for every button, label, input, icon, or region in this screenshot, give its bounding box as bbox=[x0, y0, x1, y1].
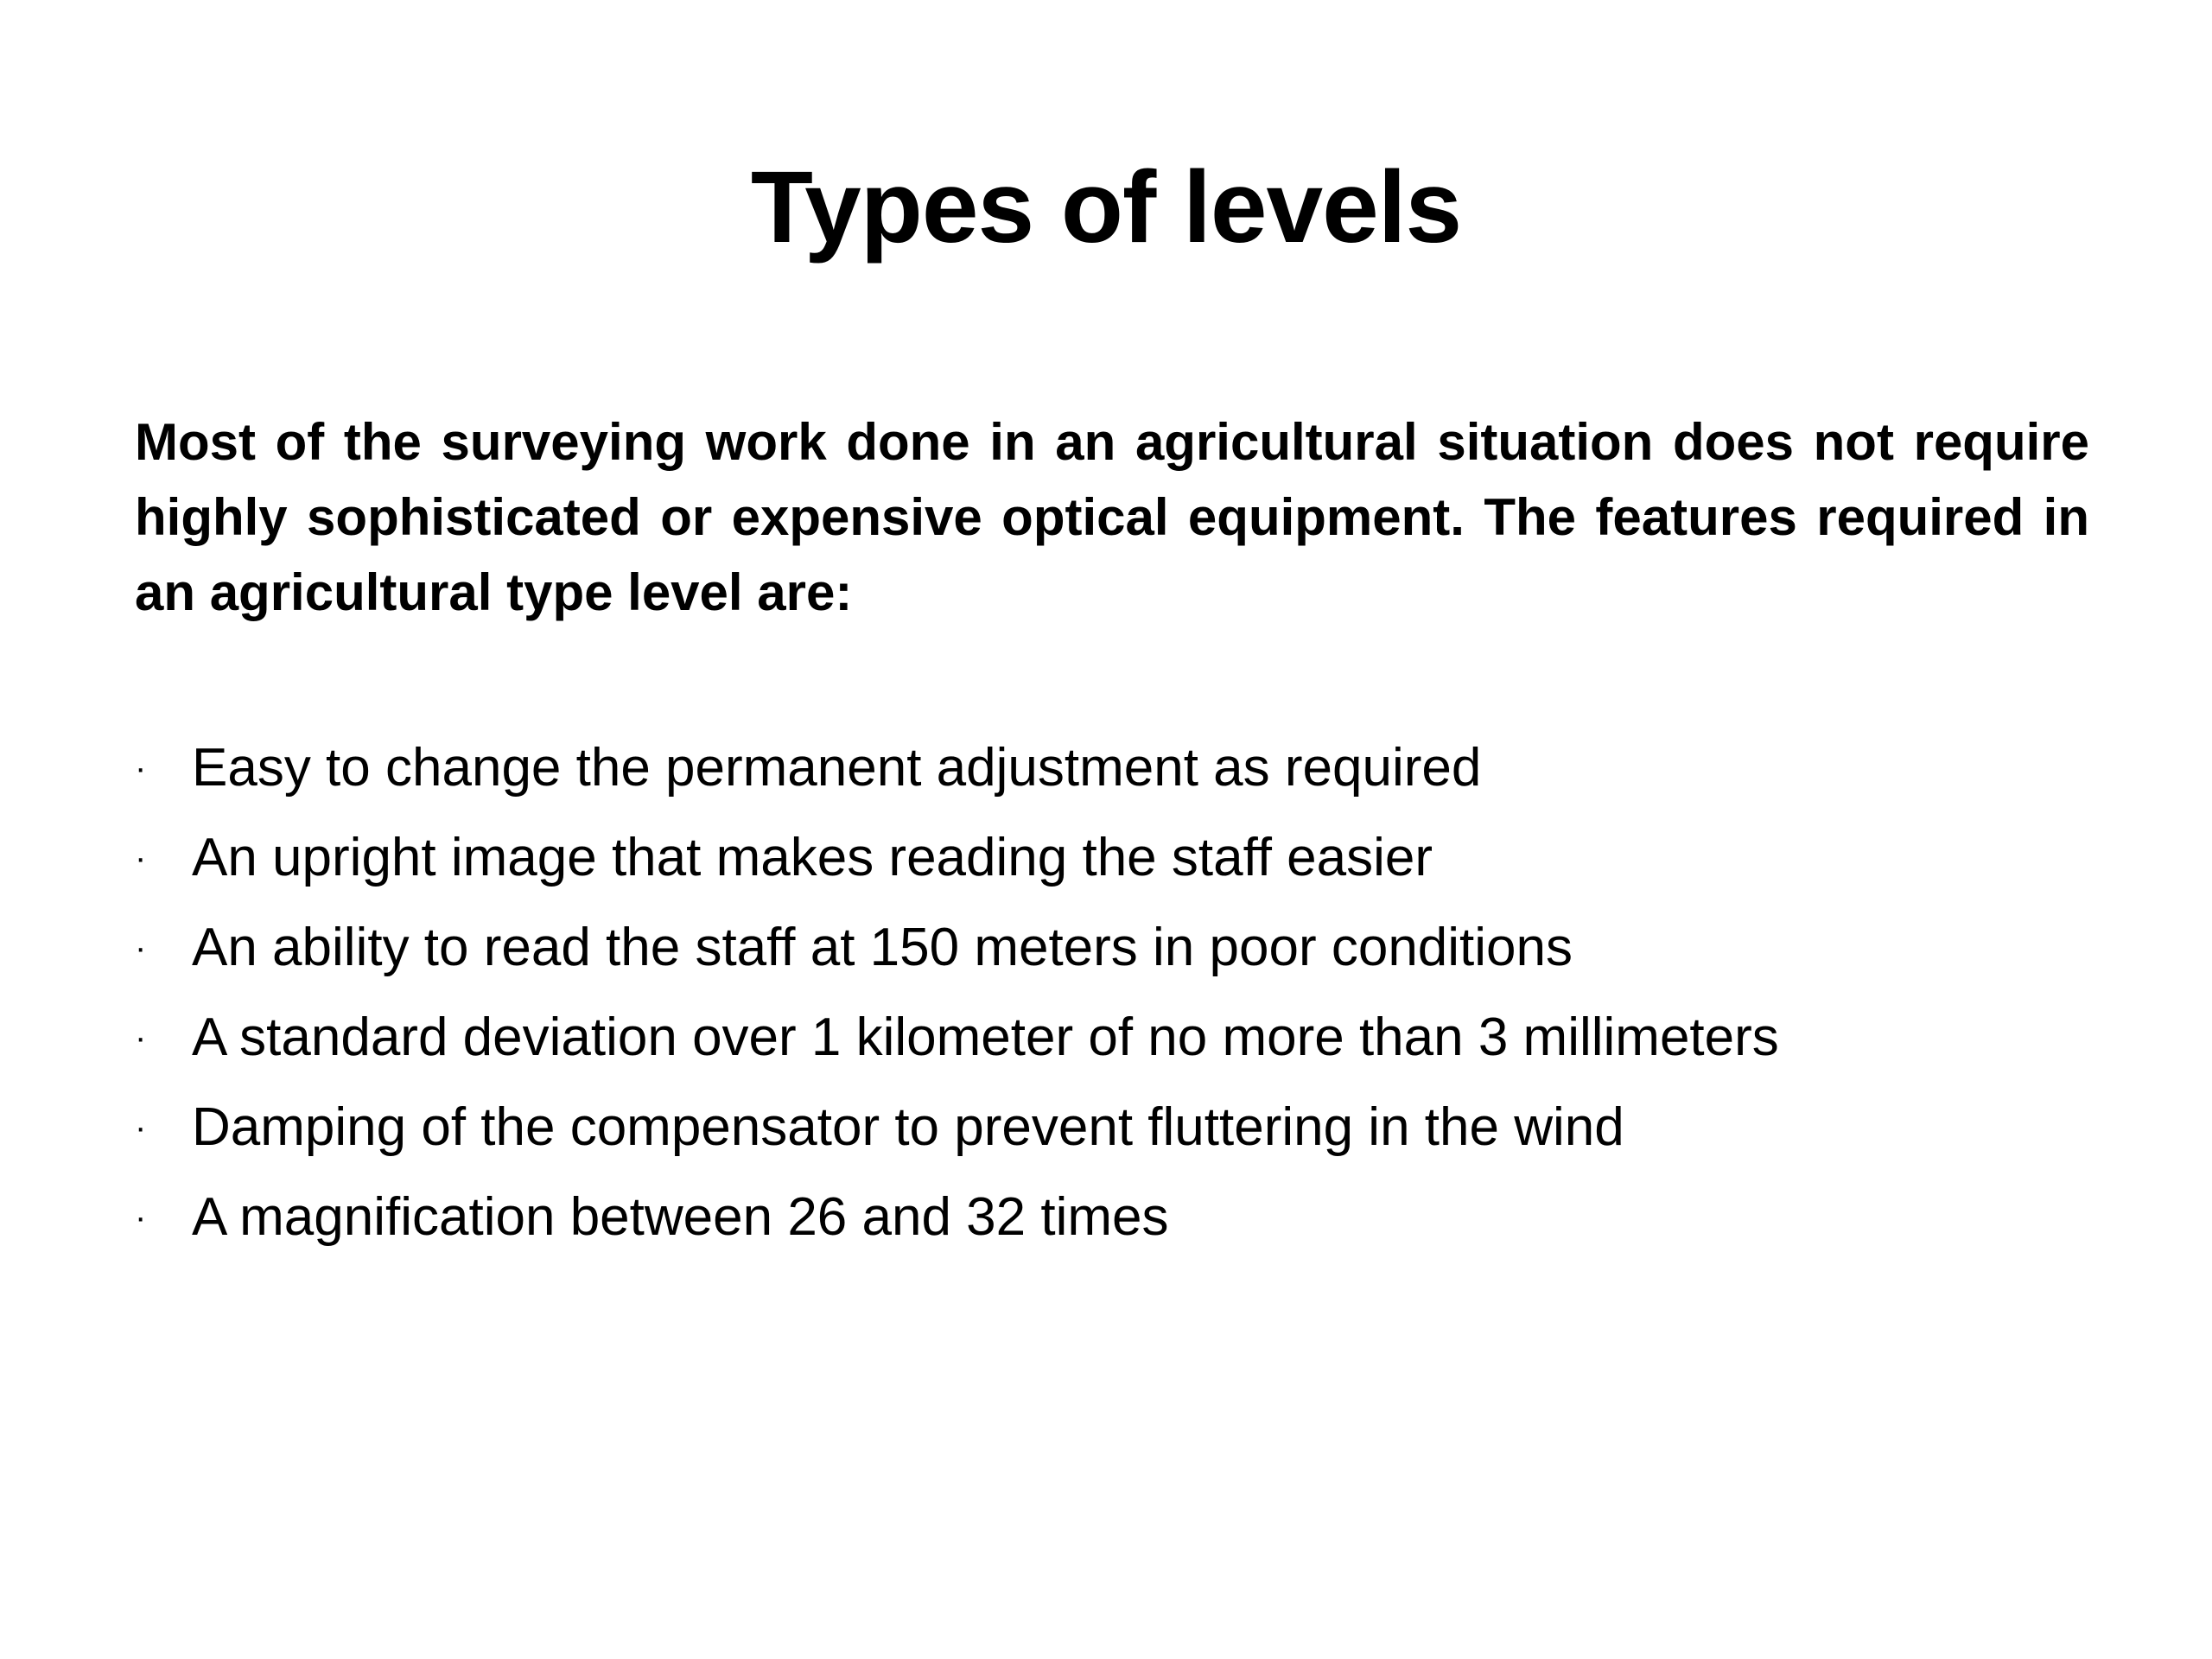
feature-text: An upright image that makes reading the staff easier bbox=[192, 828, 1433, 887]
feature-text: A magnification between 26 and 32 times bbox=[192, 1187, 1169, 1247]
slide-title: Types of levels bbox=[750, 150, 1462, 264]
list-item bbox=[135, 723, 2105, 813]
feature-text: A standard deviation over 1 kilometer of no more than 3 millimeters bbox=[192, 1007, 1779, 1067]
intro-paragraph: Most of the surveying work done in an agricultural situation does not require highly sophisticated or expensive optical equipment. The features required in an agricultural type level are: bbox=[135, 413, 2089, 621]
bullet-icon: · bbox=[135, 749, 147, 787]
list-item bbox=[135, 1083, 2105, 1173]
bullet-icon: · bbox=[135, 1109, 147, 1147]
bullet-icon: · bbox=[135, 1019, 147, 1057]
feature-text: Easy to change the permanent adjustment as required bbox=[192, 738, 1482, 798]
list-item bbox=[135, 1173, 2105, 1262]
feature-text: An ability to read the staff at 150 meters in poor conditions bbox=[192, 918, 1573, 977]
list-item bbox=[135, 993, 2105, 1083]
bullet-icon: · bbox=[135, 839, 147, 877]
bullet-icon: · bbox=[135, 929, 147, 967]
list-item bbox=[135, 813, 2105, 903]
list-item bbox=[135, 903, 2105, 993]
bullet-icon: · bbox=[135, 1198, 147, 1236]
feature-list bbox=[135, 723, 2105, 1262]
feature-text: Damping of the compensator to prevent fluttering in the wind bbox=[192, 1097, 1624, 1157]
